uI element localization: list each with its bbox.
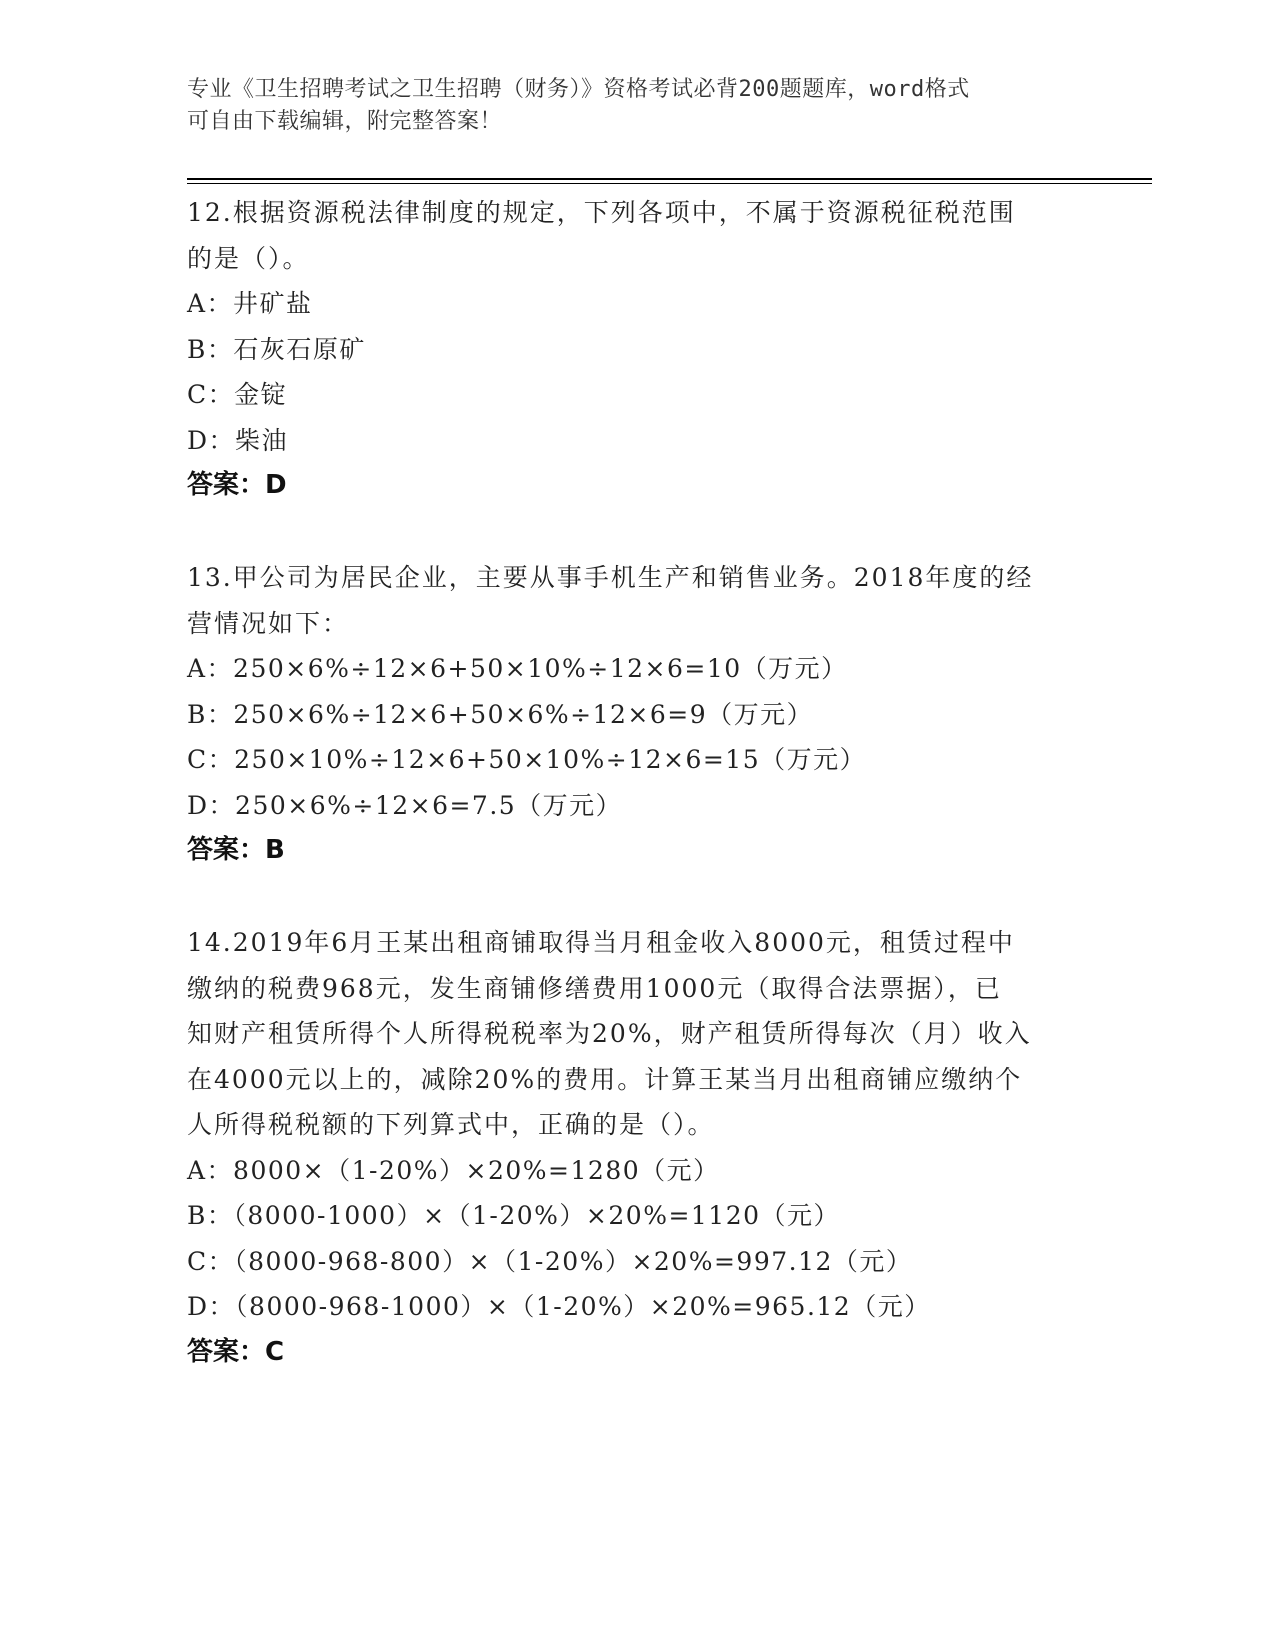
option-b: B：石灰石原矿 xyxy=(187,334,366,364)
question-stem: 人所得税税额的下列算式中，正确的是（）。 xyxy=(187,1110,715,1139)
question-stem: 12.根据资源税法律制度的规定，下列各项中，不属于资源税征税范围 xyxy=(187,198,1016,227)
option-b: B：250×6%÷12×6+50×6%÷12×6=9（万元） xyxy=(187,699,814,729)
question-14 xyxy=(187,920,1087,1375)
question-stem: 营情况如下： xyxy=(187,608,350,638)
header-line-2: 可自由下载编辑，附完整答案！ xyxy=(187,109,503,134)
document-header xyxy=(187,74,1087,138)
question-stem: 的是（）。 xyxy=(187,243,310,273)
question-12 xyxy=(187,190,1087,509)
question-13 xyxy=(187,555,1087,874)
answer-line: 答案：B xyxy=(187,835,285,865)
question-stem: 缴纳的税费968元，发生商铺修缮费用1000元（取得合法票据），已 xyxy=(187,973,1002,1003)
question-stem: 13.甲公司为居民企业，主要从事手机生产和销售业务。2018年度的经 xyxy=(187,563,1034,592)
option-b: B：（8000-1000）×（1-20%）×20%=1120（元） xyxy=(187,1201,841,1230)
option-d: D：柴油 xyxy=(187,425,289,455)
header-divider-thick xyxy=(187,178,1152,180)
option-d: D：250×6%÷12×6=7.5（万元） xyxy=(187,790,623,820)
option-a: A：井矿盐 xyxy=(187,289,313,318)
option-c: C：金锭 xyxy=(187,380,288,409)
header-line-1: 专业《卫生招聘考试之卫生招聘（财务）》资格考试必背200题题库，word格式 xyxy=(187,77,970,102)
question-stem: 知财产租赁所得个人所得税税率为20%，财产租赁所得每次（月）收入 xyxy=(187,1019,1032,1048)
option-c: C：（8000-968-800）×（1-20%）×20%=997.12（元） xyxy=(187,1246,913,1276)
answer-line: 答案：D xyxy=(187,470,287,500)
option-c: C：250×10%÷12×6+50×10%÷12×6=15（万元） xyxy=(187,745,867,774)
option-a: A：8000×（1-20%）×20%=1280（元） xyxy=(187,1155,720,1185)
header-divider-thin xyxy=(187,183,1152,184)
option-a: A：250×6%÷12×6+50×10%÷12×6=10（万元） xyxy=(187,654,848,683)
question-stem: 14.2019年6月王某出租商铺取得当月租金收入8000元，租赁过程中 xyxy=(187,928,1015,957)
option-d: D：（8000-968-1000）×（1-20%）×20%=965.12（元） xyxy=(187,1292,931,1321)
answer-line: 答案：C xyxy=(187,1336,285,1367)
question-stem: 在4000元以上的，减除20%的费用。计算王某当月出租商铺应缴纳个 xyxy=(187,1064,1023,1094)
